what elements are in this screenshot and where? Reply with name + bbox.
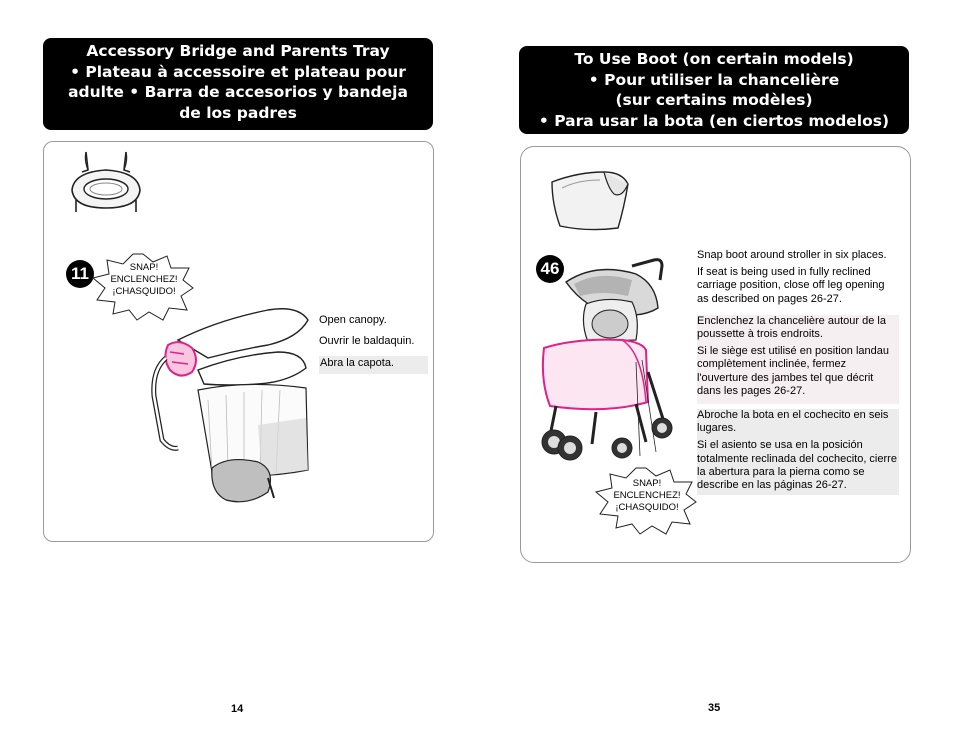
- header-line: adulte • Barra de accesorios y bandeja: [68, 83, 408, 101]
- header-line: • Plateau à accessoire et plateau pour: [70, 62, 406, 81]
- snap-line: ENCLENCHEZ!: [110, 274, 178, 285]
- instruction-en: Open canopy.: [319, 314, 387, 326]
- header-line: To Use Boot (on certain models): [574, 50, 854, 68]
- instructions-left: [319, 314, 428, 374]
- instruction-es-2: Si el asiento se usa en la posición totalmente reclinada del cochecito, cierre la abertura para la pierna como se describe en las páginas 26-27.: [697, 439, 897, 492]
- instruction-es-1: Abroche la bota en el cochecito en seis lugares.: [697, 409, 889, 435]
- instruction-fr-2: Si le siège est utilisé en position landau complètement inclinée, fermez l'ouverture des jambes tel que décrit dans les pages 26-27.: [697, 345, 890, 397]
- instruction-es: Abra la capota.: [319, 356, 428, 373]
- snap-callout: [97, 262, 191, 298]
- instruction-en-1: Snap boot around stroller in six places.: [697, 249, 887, 261]
- snap-callout: [600, 478, 694, 514]
- header-line: • Pour utiliser la chancelière: [588, 70, 840, 89]
- instruction-fr-block: [697, 315, 899, 404]
- snap-line: ¡CHASQUIDO!: [615, 502, 679, 513]
- page-number: 35: [708, 702, 721, 714]
- section-header-accessory-bridge: [43, 38, 433, 130]
- snap-line: ENCLENCHEZ!: [613, 490, 681, 501]
- header-line: Accessory Bridge and Parents Tray: [86, 42, 390, 60]
- page-number: 14: [231, 703, 244, 715]
- open-canopy-illustration: [148, 300, 318, 515]
- snap-text: [600, 478, 694, 514]
- instruction-fr: Ouvrir le baldaquin.: [319, 335, 415, 348]
- stroller-with-boot-illustration: [536, 252, 696, 467]
- instruction-es-block: [697, 409, 899, 495]
- header-line: (sur certains modèles): [615, 91, 813, 109]
- header-line: • Para usar la bota (en ciertos modelos): [538, 111, 890, 130]
- boot-illustration: [548, 168, 630, 234]
- snap-line: SNAP!: [632, 478, 662, 489]
- header-line: de los padres: [179, 103, 297, 122]
- snap-line: ¡CHASQUIDO!: [112, 286, 176, 297]
- instruction-en-2: If seat is being used in fully reclined carriage position, close off leg opening as described on pages 26-27.: [697, 266, 885, 305]
- instructions-right: [697, 249, 899, 495]
- accessory-bridge-illustration: [66, 150, 146, 220]
- section-header-boot: [519, 46, 909, 134]
- instruction-fr-1: Enclenchez la chancelière autour de la poussette à trois endroits.: [697, 314, 886, 341]
- step-number-badge: 46: [536, 255, 564, 283]
- step-number-badge: 11: [66, 260, 94, 288]
- snap-text: [97, 262, 191, 298]
- snap-line: SNAP!: [129, 262, 159, 273]
